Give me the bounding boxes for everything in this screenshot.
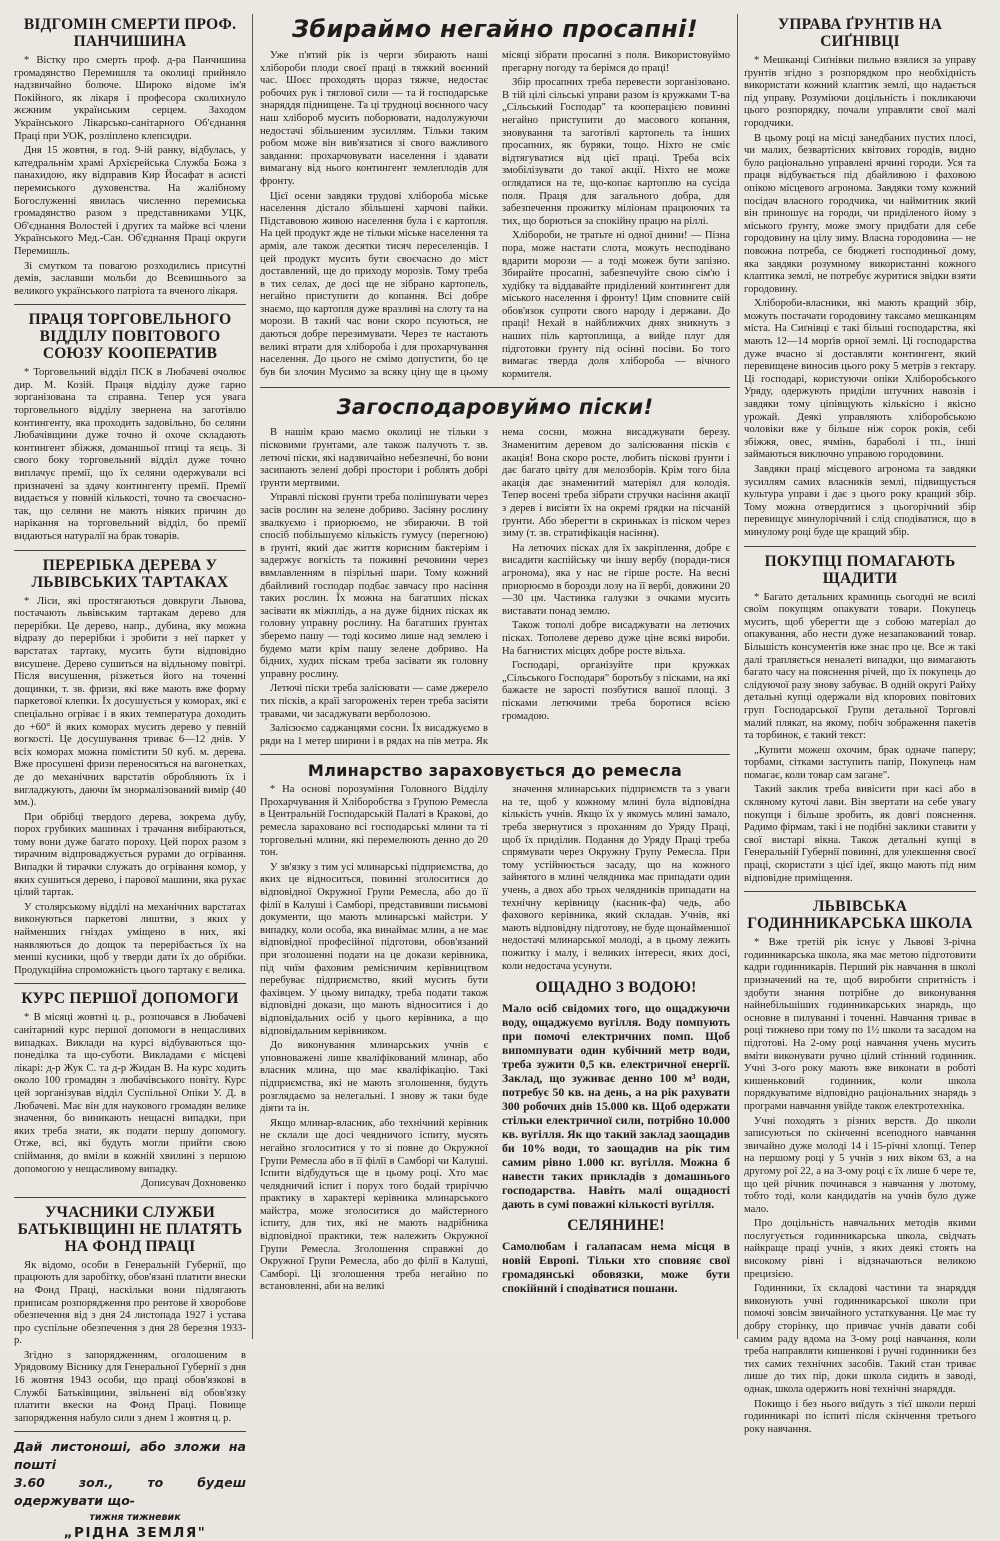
article-body [260, 50, 730, 381]
article-paragraph: Покищо і без нього виїдуть з тієї школи перші годинникарі по іспиті після скінчення третього року навчання. [744, 1398, 976, 1435]
article-title: УПРАВА ҐРУНТІВ НА СИҐНІВЦІ [777, 16, 943, 50]
center-column [260, 10, 730, 1345]
divider [14, 550, 246, 551]
article-paragraph: * Ліси, які простягаються довкруги Львова, постачають львівським тартакам дерево для перерібки. Це дерево, напр., дубина, яку можна відразу до перерібки і зробити з неї паркет у варстатах тартаку, мусить бути відповідно висушене. Дерево сушиться на відльному повітрі. Після висушення, різжеться його на точенні дощинки, т. зв. фризи, які вже мають вже форму паркетової клепки. Їх досушується у коморах, які є спеціально огріває і в яких температура доходить до +60° й яких коморах мусить дерево у певній вогкості. Це досушування триває 6—12 днів. У всіх коморах можна помістити 50 куб. м. дерева. Вже просушені фризи переносяться на вагонетках, де до механічних варстатів обробляють їх і вигладжують, даючи їм знормалізований вимір (40 мм.). [14, 595, 246, 809]
article-title: ЛЬВІВСЬКА ГОДИННИКАРСЬКА ШКОЛА [747, 898, 973, 933]
article-paragraph: * Багато детальних крамниць сьогодні не всилі своїм покупцям опакувати товари. Покупець мусить, щоб уберегти ще з собою матеріал до опакування, або нести дуже незапакований товар. Більшість консументів вже знає про це. Все ж такі далі трапляється неналеті випадки, що вимагають багато часу на пояснення річей, що їх покупець до слідуючої разу знову забуває. В одній округі Райху детальні купці одержали від кпорових повітових груп Господарської Групи детальної Торговлі малий плякат, на якому, побіч зображення пакетів та торбинок, є такий текст: [744, 591, 976, 742]
subscription-ad-line: тижня тижневик [89, 1512, 181, 1524]
article-paragraph: Також тополі добре висаджувати на летючих пісках. Тополеве дерево дуже ціне всякі вироби. На багнистих місцях добре росте вільха. [502, 620, 730, 657]
article-paragraph: Дня 15 жовтня, в год. 9-ій ранку, відбулась, у катедральнім храмі Архієрейська Служба Божа з панахидою, яку відправив Кир Йосафат в асисті перемиського духовенства. На жалібному Богослуженні явилась численно перемиська громадянство разом з представниками УЦК, Об'єднання Волостей і других та майже всі члени Українського Мед.-Сан. Об'єднання Праці округи Перемишль. [14, 145, 246, 257]
article-paragraph: У зв'язку з тим усі млинарські підприємства, до яких це відноситься, повинні зголоситися до відповідної Окружної Групи Ремесла, або до її філії в Калуші і Самборі, представивши письмові документи, що мають млинарські майстри. У випадку, коли особа, яка винаймає млин, а не має відповідної професійної підготови, обов'язаний при зголошенні подати на це докази керівника, під чиїм фаховим ремісничим керівництвом перебуває підприємство, який мусить бути фахівцем. У цьому випадку, треба подати також відповідні докази, що мають відноситися і до відповідальних осіб у цього керівника, а що відповідальним керівником. [260, 861, 488, 1037]
divider [14, 304, 246, 305]
article-paragraph: Зі смутком та повагою розходились присутні демів, заславши мольби до Всевишнього за великого українського патріота та вченого лікаря. [14, 260, 246, 297]
headline: Загосподаровуймо піски! [336, 395, 654, 420]
article-paragraph: Про доцільність навчальних методів якими послугується годинникарська школа, свідчать найкраще праці учнів, з яких деякі стоять на високому рівні і відзначаються великою прецизією. [744, 1218, 976, 1280]
article-paragraph: * Торговельний відділ ПСК в Любачеві очолює дир. М. Козій. Праця відділу дуже гарно зорганізована та справна. Тепер уся увага торговельного відділу звернена на заготівлю контингенту, яка проходить задовільно, бо селяни Любачівщини дуже точно й охоче складають контингент збіжжя, доманшьої птиці та яєць. Зі свого боку торговельний відділ дуже точно виплачує премії, що їх селяни одержували всі призначені за здачу контингенту премії. Премії видається у повній кількості, точно та своєчасно-так, що селяни не мають ніяких причин до нарікання на торговельний відділ, бо премії видаються натуралії на брак товарів. [14, 367, 246, 542]
article-title: ВІДГОМІН СМЕРТИ ПРОФ. ПАНЧИШИНА [23, 16, 237, 50]
article-paragraph: Збір просапних треба перевести зорганізовано. В тій цілі сільські управи разом із кружками Т-ва „Сільський Господар" та кооперацією повинні негайно приступити до масового копання, зновування та заготівлі картопель та інших просапних, як буряки, тощо. Ніхто не сміє відтягуватися від цієї праці. Треба всіх змобілізувати до такої акції. Ніхто не може оглядатися на те, що-копає картоплю на сусіда поля. Праця для загального добра, для забезпечення прожитку міліонам працюючих та тих, що борються за спокійну працю на ріллі. [502, 77, 730, 227]
article-paragraph: „Купити можеш охочим, брак одначе паперу; торбами, сітками заступить папір, Покупець нам помагає, коли товар сам загане". [744, 744, 976, 781]
article-paragraph: Такий заклик треба вивісити при касі або в скляному куточі лави. Він звертати на себе увагу покупця і більше зробить, як довгі пояснення. Радимо фірмам, такі і не подібні заклики ставити у свої вистарі вікна. Також детальні купці в Генеральній Губернії повинні, для улекшення своєї праці, скористати з цієї ідеї, якщо мають під ним відповідне приміщення. [744, 784, 976, 884]
article-signature: Дописувач Дохновенко [141, 1178, 246, 1190]
article-paragraph: При обрібці твердого дерева, зокрема дубу, порох грубиких машинах і трачання вибіраються, тому вони дуже багато пороху. Цей порох разом з тирачним відпроваджується рурами до огрівання. Випадки й тирачки служать до огрівання комор, у яких сушиться дерево, і парової машини, яка рухає цілий тартак. [14, 811, 246, 899]
article-paragraph: * Вістку про смерть проф. д-ра Панчишина громадянство Перемишля та околиці прийняло надзвичайно болюче. Широко відоме ім'я Покійного, як лікаря і професора сколихнуло жєжним українським серцем. Заходом Українського Лікарсько-санітарного Об'єднання Праці при УОК, розліплено клепсидри. [14, 55, 246, 142]
column-rule [737, 14, 738, 1339]
newspaper-name: „РІДНА ЗЕМЛЯ" [63, 1525, 207, 1541]
headline: Млинарство зараховується до ремесла [307, 761, 683, 781]
right-column [744, 10, 976, 1435]
article-paragraph: значення млинарських підприємств та з уваги на те, щоб у кожному млині була відповідна кількість учнів. Якщо їх у якомусь млині замало, треба звернутися з проханням до Уряду Праці, щоб їх приділив. Подання до Уряду Праці треба спрямувати через Окружну Групу Ремесла. При тому устійнюється засаду, що на кожного зайнятого в млині челядника має припадати один учень, а двох або трьох челядників припадати на технічну керівницу (касник-фа) чедь, або фахового керівника, який складав. Учнів, які мають відповідну підготову, не буде щонайменшої недостачі млинарської молоді, а в цьому лежить пожитку і малу, і великих інтереси, яких досі, коли недостача усунути. [502, 784, 731, 972]
divider [260, 387, 730, 388]
article-title: ПЕРЕРІБКА ДЕРЕВА У ЛЬВІВСЬКИХ ТАРТАКАХ [31, 556, 229, 591]
article-title: ОЩАДНО З ВОДОЮ! [535, 979, 697, 997]
subscription-ad-line: Дай листоноші, або зложи на пошті [14, 1439, 246, 1473]
article-paragraph: * В місяці жовтні ц. р., розпочався в Любачеві санітарний курс першої допомоги в нещасливих випадках. Виклади на курсі відбуваються що-понеділка та що-суботи. Викладами є місцеві лікарі: д-р Жук С. та д-р Жидан В. На курс ходить около 100 громадян з любачівського повіту. Курс цей зорганізував відділ Суспільної Опіки У. Д. в Любачеві. Має він для наукового громадян велике значення, бо виникають нещасні випадки, при яких треба знати, як подати першу допомогу. Отже, всі, які будуть могли прийти свою спіймання, до вміли в кожній хвилині з першою допомогою у нещасливому випадку. [14, 1012, 246, 1175]
column-rule [252, 14, 253, 1339]
article-paragraph: Згідно з запорядженням, оголошеним в Урядовому Віснику для Генеральної Губернії з дня 16 жовтня 1943 особи, що праці обов'язкові в Службі Батьківщини, звільнені від обов'язку платити вкески на Фонд Праці. Повище запорядження набуло сили з днем 1 жовтня ц. р. [14, 1349, 246, 1424]
article-paragraph: Завдяки праці місцевого агронома та завдяки зусиллям самих власників землі, підвищується культура управи і дає з цього року кращий збір. Тому можна отвердитися з цьогорічний збір перевищує минулорічний і слід сподіватися, що в минулому році буде ще кращий збір. [744, 464, 976, 538]
article-paragraph: В цьому році на місці занедбаних пустих плосі, чи малих, безвартісних квітових городів, видно було раціонально управлені ярчині городи. Уся та праця відбувається під дбайливою і фаховою опікою місцевого агронома. Завдяки тому кожний посідач власного городчика, чи наймитник який він приношує на городи, чи приділеного йому з міського ґрунту, може змогу придбати для себе городовину на цілу зиму. Власна городовина — не повожна потреба, се бюджеті господиньої дому, яка завдяки розумному використанні кожного клаптика землі, не потребує журитися звідки взяти городовину. [744, 132, 976, 295]
article-paragraph: На летючих пісках для їх закріплення, добре є висадити каспійську чи іншу вербу (поради-тися агронома), яка у нас не гірше росте. На весні приорюємо в борозди лозу на її вербі, довжини 20—30 цм. Частинка галузки з очками мусить виставати понад землю. [502, 542, 730, 617]
article-paragraph: Учні походять з різних верств. До школи записуються по скінченні всеподного навчання звичайно дуже молоді 14 і 15-річні хлопці. Тепер на першому році у 5 учнів з них віком 63, а на другому рої 22, а на 3-ому році є їх лише 6 чере те, що цей річник починався з навчання у лютому, тобто тоді, коли кандидатів на учнів було дуже мало. [744, 1115, 976, 1215]
article-paragraph: Залісюємо саджанцями сосни. Їх висаджуємо в ряди на 1 метер ширини і в рядах на пів метра. Як нема сосни, можна висаджувати березу. Знаменитим деревом до залісювання пісків є акація! Вона скоро росте, любить піскові ґрунти і дає багато цвіту для мелозборів. Крім того біла акація дає знаменитий матеріял для колодія. Тепер восені треба зібрати стручки насіння акації з дерев і висіяти їх на окремі ґрядки на пісчаній ґрунти. Або зберегти в скриньках із піском через зиму (т. зв. стратифікація насіння). [260, 427, 730, 747]
article-paragraph: Якщо млинар-власник, або технічний керівник не склали ще досі чеядничого іспиту, мусять негайно зголоситися у то зі повне до Окружної Групи Ремесла або в її філії в Самборі чи Калуші. Іспити відбудуться ще в цьому році. Хто має челядничий іспит і порух того бодай триріччю практику в характері керівника млинарського майстра, може зголоситися до майстерного іспиту, для тих, які не мають надрібника відповідної практики, теж належить Окружної Групи Ремесла. Зголошення справжні до Окружної Групи Ремесла, або до філії в Калуші, Самборі. Ці зголошення треба негайно по встановленні, аби на великі [260, 1117, 488, 1293]
article-paragraph: Летючі піски треба залісювати — саме джерело тих пісків, а країі загороженіх терен треба засіяти травами, чи засаджувати верболозою. [260, 683, 488, 720]
divider [744, 891, 976, 892]
subscription-ad-line: 3.60 зол., то будеш одержувати що- [14, 1475, 246, 1509]
article-paragraph: Управлі піскові ґрунти треба поліпшувати через засів рослин на зелене добриво. Засіяну рослину звалкуємо і приорюємо, не збираючи. В той спосіб побільшуємо кількість гумусу (перегною) в ґрунті, який дає життя корисним бактеріям і задержує вогкість та поживні речовини через ввмлавленням в пізрільні шари. Тому кожний дбайливий господар подбає завчасу про насіння таких рослин. Їх можна на багатших пісках засівати як міжплідь, а на дуже бідних пісках як головну управну рослину. На багатших ґрунтах зберемо пашу — тоді косимо лише над землею і будемо мати крім пашу зелене добриво. На бідних, худих піскам треба засівати як головну управну рослину. [260, 492, 488, 680]
article-title: СЕЛЯНИНЕ! [567, 1217, 665, 1235]
article-paragraph: Уже п'ятий рік із черги збирають наші хлібороби плоди своєї праці в тяжкий воєнний час. Шоєс проходять щораз тяжче, недостає робочих рук і тяглової сили — та й господарське знаряддя піднищене. Та ці трудноці воєнного часу наш хлібороб мусить поборювати, надолужуючи недостачі збільшеним зусиллям. Тільки таким робом може він вив'язатися зі свого важливого завдання: прохарчовувати населення і здавати вимагану від нього контингент землеплодів для фронту. [260, 50, 488, 187]
left-column [14, 10, 247, 1541]
article-title: ПРАЦЯ ТОРГОВЕЛЬНОГО ВІДДІЛУ ПОВІТОВОГО СОЮЗУ КООПЕРАТИВ [28, 311, 232, 363]
article-paragraph: * Вже третій рік існує у Львові 3-річна годинникарська школа, яка має метою підготовити кадри годинникарів. Перший рік навчання в школі призначений на те, щоб виробити спритність і здобути знання потрібне до виконування найнебільшіших годинникарських знарядь, що основне в пилуванні і точенні. Навчання триває в році тижнево при тому по 1½ школи та засадом на підготові. На 2-ому році навчання учень мусить вміти виконувати ручно цілий стінний годинник. Учні 3-ого року мають вже виконати в роботі кишеньковий годинник, коли школа порядкуватиме відповідно раціональних знарядь з програми навчання увійде також електротехніка. [744, 937, 976, 1112]
article-title: УЧАСНИКИ СЛУЖБИ БАТЬКІВЩИНІ НЕ ПЛАТЯТЬ НА ФОНД ПРАЦІ [17, 1203, 243, 1255]
article-paragraph: Самолюбам і галапасам нема місця в новій Европі. Тільки хто сповняє свої громадянські обовязки, може бути спокійний і сподіватися пошани. [502, 1239, 730, 1296]
divider [14, 983, 246, 984]
article-body [260, 427, 730, 748]
article-paragraph: В нашім краю маємо околиці не тільки з пісковими ґрунтами, але також палучоть т. зв. летючі піски, які надзвичайно небезпечні, бо вони засипають зелені добрі простори і роблять добрі ґрунти мертвими. [260, 427, 488, 489]
article-paragraph: * Мешканці Сиґнівки пильно взялися за управу ґрунтів згідно з розпорядком про необхідність використати кожний клаптик землі, що надається під управу. Розуміючи доцільність і покликаючи цього розпорядку, почали управляти свої малі городчики. [744, 55, 976, 129]
article-paragraph: Мало осіб свідомих того, що ощаджуючи воду, ощаджуємо вугілля. Воду помпують при помочі електричних помп. Щоб випомпувати один кубічний метр води, треба зужити 0,5 кв. електричної енергії. Заклад, що зуживає денно 100 м³ води, потребує 50 кв. на день, а на рік рахувати 300 робочих днів 15.000 кв. Щоб одержати стільки електричної сили, потрібно 10.000 кв. вугілля. Як що такий заклад заощадив би 10% води, то заощадив на рік тим самим рівно 1.000 кг. вугілля. Можна б навести таких прикладів з домашнього господарства. Навіть малі ощадності дають в сумі поважні кількості вугілля. [502, 1001, 730, 1212]
divider [260, 754, 730, 755]
article-paragraph: У столярському відділі на механічних варстатах виконуються паркетові лиштви, з яких у найменших гніздах уміщено в них, які наявляються до дощок та перерібається їх на менші кусники, щоб у тверди дати їх до обрібки. Продукційна спроможність цього тартаку є велика. [14, 901, 246, 976]
article-paragraph: До виконування млинарських учнів є уповноважені лише кваліфікований млинар, або власник млина, що має кваліфікацію. Такі підприємства, які не мають зголошення, будуть розглядаємо за нелегальні. І знову ж таки буде діяти та ін. [260, 1040, 488, 1115]
article-title: КУРС ПЕРШОЇ ДОПОМОГИ [21, 990, 239, 1008]
article-paragraph: Хлібороби-власники, які мають кращий збір, можуть постачати городовину таксамо мешканцям міста. На Сиґнівці є такі більші господарства, які мають 12—14 морґів орної землі. Ці господарства дуже вчасно зі доставляти контингент, який перевищене виносив цього року 5 метрів з гектару. Ці господарі, користуючи опіки Хліборобського Уряду, одержують приділи штучних навозів і завдяки тому ціпівщують кількісно і якісно урожай. Деякі управляють хліборобською чоловіки вже у більше ніж сорок років, себі збіжжя, овес, ячмінь, бараболі і тп., інші займаються виключно управою городовини. [744, 298, 976, 461]
article-paragraph: * На основі порозуміння Головного Відділу Прохарчування й Хліборобства з Групою Ремесла в Центральній Господарській Палаті в Кракові, до ремесла зараховано всі господарські млини та ті торговельні млини, які перемелюють денно до 20 тон. [260, 784, 488, 859]
article-title: ПОКУПЦІ ПОМАГАЮТЬ ЩАДИТИ [764, 552, 956, 587]
article-body [260, 784, 730, 1296]
headline: Збираймо негайно просапні! [292, 15, 698, 43]
divider [14, 1197, 246, 1198]
article-paragraph: Годинники, їх складові частини та знаряддя виконують учні годинникарської школи при помочі зовсім звичайного устаткування. Це має ту добру сторінку, що привчає учнів давати собі самим раду вдома на 3-ому році навчання, коли треба направляти кишенкові і ручні годинники без тих самих технічних засобів. Такий стан триває лише до тих пір, доки школа сидить в заводі, однак, школа одержить нові технічні знаряддя. [744, 1283, 976, 1395]
divider [744, 546, 976, 547]
article-paragraph: Хлібороби, не тратьте ні одної днини! — Пізна пора, може настати слота, можуть несподівано вдарити морози — а тоді можеж бути запізно. Збирайте просапні, забезпечуйте свою сім'ю і худібку та віддавайте приділений контингент для міського населення і фронту! Цим сповните свій обов'язок супроти свого народу і держави. До праці! Нехай в найближчих днях зникнуть з наших піль картоплища, а вийде плуг для підготовки ґрунту під осінні посіви. Бо того вимагає тверда доля хлібороба — вічного кормителя. [502, 230, 730, 380]
divider [14, 1431, 246, 1432]
article-paragraph: Як відомо, особи в Генеральній Губернії, що працюють для заробітку, обов'язані платити внески на Фонд Праці, наскільки вони підлягають приписам розпорядження про рентове й хворобове обезпечення від з дня 24 листопада 1927 і устава про суспільне обезпечення з дня 28 березня 1933-р. [14, 1259, 247, 1347]
article-paragraph: Господарі, організуйте при кружках „Сільського Господаря" боротьбу з пісками, на які бажаєте не зарості позбутися вашої площі. З пісками летючими треба боротися всією громадою. [502, 660, 730, 722]
article-paragraph: Цієї осени завдяки трудові хлібороба міське населення дістало збільшені харчові пайки. Підставовою живою населення була і є картопля. На цей продукт жде не тільки міське населення та армія, але також десятки тисяч переселенців. І цей продукт мусить бути своєчасно до міст доставлений, ще до приходу морозів. Тому треба в тих селах, де досі ще не зібрано картопель, негайно приступити до копання. Всі добре знаємо, що картопля дуже вразливі на слоту та на морози. В такий час вони скоро псуються, не даються добре перезимувати. Через те настають великі втрати для хлібороба і для прохарчування населення. До цього не смімо допустити, бо це був би злочин Мусимо за всяку ціну ще в цьому місяці зібрати просапні з поля. Використовуймо прегарну погоду та берімся до праці! [260, 50, 730, 378]
